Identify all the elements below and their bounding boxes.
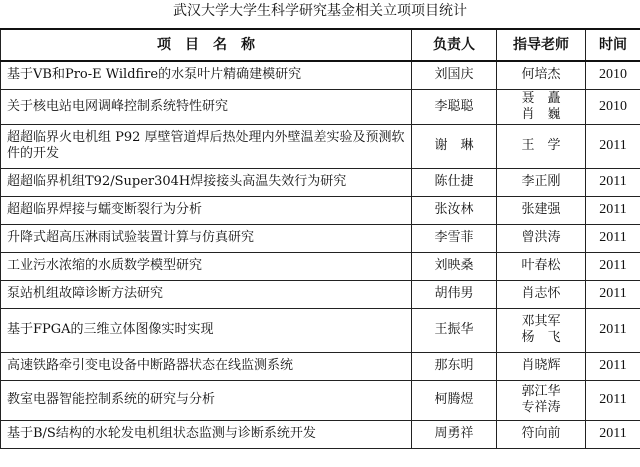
project-cell: 超超临界火电机组 P92 厚壁管道焊后热处理内外壁温差实验及预测软件的开发 bbox=[1, 124, 412, 168]
year-cell: 2011 bbox=[586, 380, 640, 420]
year-cell: 2011 bbox=[586, 224, 640, 252]
year-cell: 2011 bbox=[586, 168, 640, 196]
project-cell: 基于VB和Pro-E Wildfire的水泵叶片精确建模研究 bbox=[1, 61, 412, 89]
leader-cell: 胡伟男 bbox=[412, 280, 497, 308]
leader-cell: 张汝林 bbox=[412, 196, 497, 224]
advisor-name: 郭江华 bbox=[521, 384, 561, 399]
advisor-cell bbox=[497, 196, 586, 224]
advisor-name: 王 学 bbox=[521, 138, 561, 153]
table-row bbox=[1, 420, 640, 448]
leader-cell: 王振华 bbox=[412, 308, 497, 352]
project-cell: 基于B/S结构的水轮发电机组状态监测与诊断系统开发 bbox=[1, 420, 412, 448]
header-advisor: 指导老师 bbox=[497, 29, 586, 61]
advisor-name: 叶春松 bbox=[521, 258, 561, 273]
advisor-cell bbox=[497, 380, 586, 420]
project-cell: 升降式超高压淋雨试验装置计算与仿真研究 bbox=[1, 224, 412, 252]
advisor-name: 符向前 bbox=[521, 426, 561, 441]
leader-cell: 陈仕捷 bbox=[412, 168, 497, 196]
leader-cell: 周勇祥 bbox=[412, 420, 497, 448]
table-row bbox=[1, 224, 640, 252]
advisor-cell bbox=[497, 168, 586, 196]
advisor-name: 专祥涛 bbox=[521, 400, 561, 415]
advisor-cell bbox=[497, 280, 586, 308]
table-row bbox=[1, 308, 640, 352]
project-cell: 高速铁路牵引变电设备中断路器状态在线监测系统 bbox=[1, 352, 412, 380]
advisor-cell bbox=[497, 252, 586, 280]
leader-cell: 李雪菲 bbox=[412, 224, 497, 252]
header-project: 项 目 名 称 bbox=[1, 29, 412, 61]
project-table bbox=[0, 28, 640, 449]
advisor-cell bbox=[497, 124, 586, 168]
advisor-name: 聂 矗 bbox=[521, 90, 561, 106]
year-cell: 2011 bbox=[586, 420, 640, 448]
advisor-cell bbox=[497, 308, 586, 352]
project-cell: 泵站机组故障诊断方法研究 bbox=[1, 280, 412, 308]
table-row bbox=[1, 352, 640, 380]
header-row bbox=[1, 29, 640, 61]
leader-cell: 李聪聪 bbox=[412, 89, 497, 124]
table-body bbox=[1, 61, 640, 448]
header-leader: 负责人 bbox=[412, 29, 497, 61]
header-year: 时间 bbox=[586, 29, 640, 61]
table-row bbox=[1, 168, 640, 196]
leader-cell: 那东明 bbox=[412, 352, 497, 380]
advisor-name: 肖晓辉 bbox=[521, 358, 561, 373]
table-row bbox=[1, 124, 640, 168]
advisor-name: 曾洪涛 bbox=[521, 230, 561, 245]
project-cell: 关于核电站电网调峰控制系统特性研究 bbox=[1, 89, 412, 124]
advisor-cell bbox=[497, 224, 586, 252]
advisor-name: 张建强 bbox=[521, 202, 561, 217]
advisor-name: 杨 飞 bbox=[521, 330, 561, 345]
year-cell: 2011 bbox=[586, 252, 640, 280]
advisor-cell bbox=[497, 420, 586, 448]
table-row bbox=[1, 61, 640, 89]
advisor-name: 何培杰 bbox=[521, 67, 561, 83]
table-row bbox=[1, 252, 640, 280]
year-cell: 2011 bbox=[586, 352, 640, 380]
year-cell: 2010 bbox=[586, 89, 640, 124]
advisor-name: 李正刚 bbox=[521, 174, 561, 189]
advisor-cell bbox=[497, 61, 586, 89]
leader-cell: 柯腾煜 bbox=[412, 380, 497, 420]
leader-cell: 谢 琳 bbox=[412, 124, 497, 168]
advisor-cell bbox=[497, 89, 586, 124]
year-cell: 2011 bbox=[586, 280, 640, 308]
advisor-name: 肖 巍 bbox=[521, 106, 561, 122]
project-cell: 教室电器智能控制系统的研究与分析 bbox=[1, 380, 412, 420]
year-cell: 2011 bbox=[586, 124, 640, 168]
year-cell: 2011 bbox=[586, 308, 640, 352]
year-cell: 2011 bbox=[586, 196, 640, 224]
project-cell: 工业污水浓缩的水质数学模型研究 bbox=[1, 252, 412, 280]
year-cell: 2010 bbox=[586, 61, 640, 89]
leader-cell: 刘映桑 bbox=[412, 252, 497, 280]
advisor-name: 肖志怀 bbox=[521, 286, 561, 301]
table-row bbox=[1, 280, 640, 308]
leader-cell: 刘国庆 bbox=[412, 61, 497, 89]
table-row bbox=[1, 89, 640, 124]
advisor-name: 邓其军 bbox=[521, 314, 561, 329]
project-cell: 超超临界焊接与蠕变断裂行为分析 bbox=[1, 196, 412, 224]
table-row bbox=[1, 380, 640, 420]
project-cell: 基于FPGA的三维立体图像实时实现 bbox=[1, 308, 412, 352]
table-row bbox=[1, 196, 640, 224]
page-title: 武汉大学大学生科学研究基金相关立项项目统计 bbox=[173, 3, 467, 19]
advisor-cell bbox=[497, 352, 586, 380]
project-cell: 超超临界机组T92/Super304H焊接接头高温失效行为研究 bbox=[1, 168, 412, 196]
